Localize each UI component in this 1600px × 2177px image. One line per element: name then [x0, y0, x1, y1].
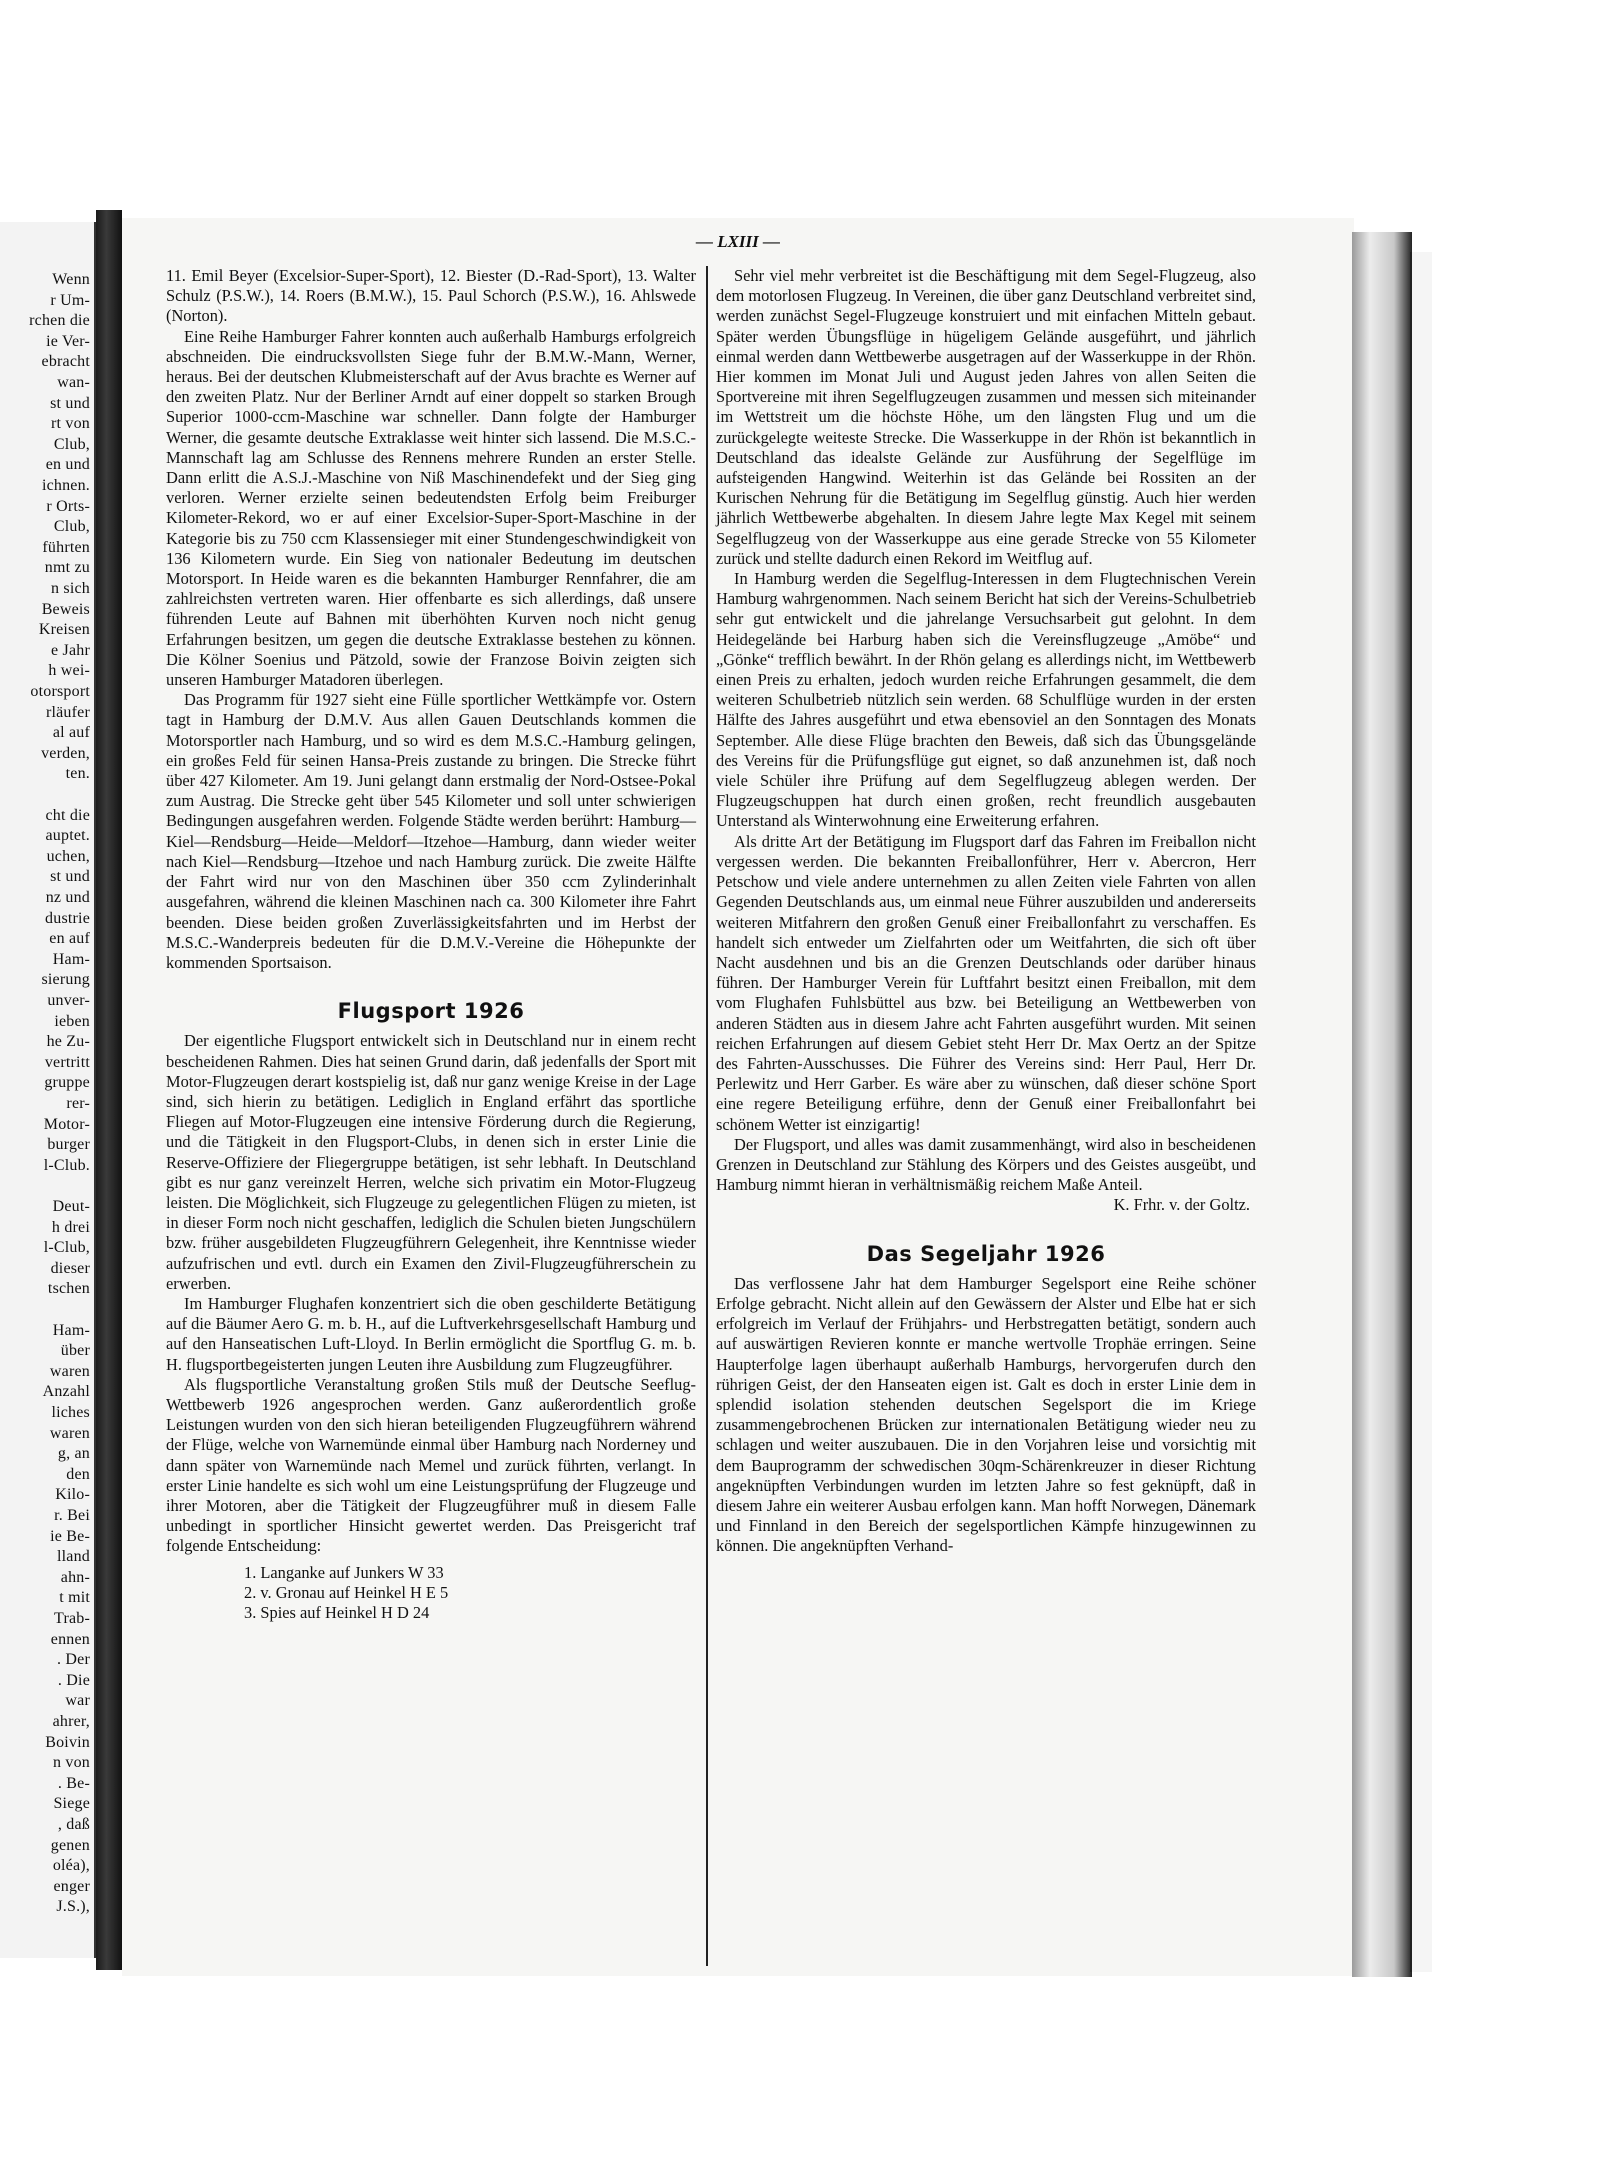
previous-page-line: . Die	[57, 1671, 90, 1689]
list-item: 1. Langanke auf Junkers W 33	[244, 1562, 444, 1582]
previous-page-line: n sich	[51, 580, 90, 597]
previous-page-line: Ham-	[52, 1321, 90, 1339]
previous-page-line: Club,	[53, 518, 90, 536]
previous-page-line: n von	[53, 1754, 90, 1772]
previous-page-line: st und	[50, 868, 90, 886]
previous-page-line: Motor-	[43, 1115, 90, 1133]
previous-page-line: den	[66, 1465, 90, 1483]
previous-page-line: Siege	[53, 1795, 90, 1813]
previous-page-line: Club,	[53, 435, 90, 453]
previous-page-line: war	[65, 1692, 90, 1710]
previous-page-line: r. Bei	[54, 1507, 90, 1524]
previous-page-line: cht die	[45, 806, 90, 824]
paragraph: Sehr viel mehr verbreitet ist die Beschäftigung mit dem Segel-Flugzeug, also dem motorlosen Flugzeug. In Vereinen, die über ganz Deutschland verbreitet sind, werden zunächst Segel-Flugzeuge konstruiert und mit einfachen Mitteln gebaut. Später werden Übungsflüge in hügeligem Gelände ausgeführt, und jährlich einmal werden dann Wettbewerbe ausgetragen auf der Wasserkuppe in der Rhön. Hier kommen im Monat Juli und August jeden Jahres von allen Seiten die Sportvereine mit ihren Segelflugzeugen zusammen und messen sich miteinander im Wettstreit um die höchste Höhe, um den längsten Flug und um die zurückgelegte weiteste Strecke. Die Wasserkuppe in der Rhön ist bekanntlich in Deutschland das idealste Gelände zur Ausführung der Segelflüge im aufsteigenden Hangwind. Weiterhin ist das Gelände bei Rossiten an der Kurischen Nehrung für die Betätigung im Segelflug günstig. Auch hier werden jährlich Wettbewerbe abgehalten. In diesem Jahre legte Max Kegel mit seinem Segelflugzeug von der Wasserkuppe aus eine gerade Strecke von 55 Kilometer zurück und stellte dadurch einen Rekord im Weitflug auf.	[716, 266, 1256, 568]
previous-page-line: rchen die	[29, 312, 90, 330]
previous-page-line: dustrie	[45, 909, 90, 927]
previous-page-line: g, an	[57, 1445, 90, 1463]
previous-page-line: lland	[57, 1548, 90, 1566]
previous-page-line: ieben	[54, 1012, 90, 1030]
paragraph: Das Programm für 1927 sieht eine Fülle sportlicher Wettkämpfe vor. Ostern tagt in Hamburg der D.M.V. Aus allen Gauen Deutschlands kommen die Motorsportler nach Hamburg, und so wird es dem M.S.C.-Hamburg gelingen, ein großes Feld für seinen Hansa-Preis zustande zu bringen. Die Strecke führt über 427 Kilometer. Am 19. Juni gelangt dann erstmalig der Nord-Ostsee-Pokal zum Austrag. Die Strecke geht über 545 Kilometer und soll unter schwierigen Bedingungen ausgefahren werden. Folgende Städte werden berührt: Hamburg—Kiel—Rendsburg—Heide—Meldorf—Itzehoe—Hamburg, dann wieder weiter nach Kiel—Rendsburg—Itzehoe und nach Hamburg zurück. Die zweite Hälfte der Fahrt wird nur von den Maschinen über 350 ccm Zylinderinhalt ausgefahren, während die kleinen Maschinen nach ca. 300 Kilometer ihre Fahrt beenden. Diese beiden großen Zuverlässigkeitsfahrten und im Herbst der M.S.C.-Wanderpreis bedeuten für die D.M.V.-Vereine die Höhepunkte der kommenden Sportsaison.	[166, 690, 696, 972]
paragraph: Im Hamburger Flughafen konzentriert sich die oben geschilderte Betätigung auf die Bäumer Aero G. m. b. H., auf die Luftverkehrsgesellschaft Hamburg und auf den Hanseatischen Luft-Lloyd. In Berlin ermöglicht die Sportflug G. m. b. H. flugsportbegeisterten jungen Leuten ihre Ausbildung zum Flugzeugführer.	[166, 1293, 696, 1374]
previous-page-line: wan-	[57, 374, 90, 391]
previous-page-line: Anzahl	[42, 1383, 90, 1401]
previous-page-line: Boivin	[45, 1733, 90, 1751]
section-heading-segeljahr: Das Segeljahr 1926	[866, 1241, 1106, 1266]
previous-page-line: t mit	[59, 1589, 90, 1607]
previous-page-line: oléa),	[52, 1857, 90, 1875]
section-heading-flugsport: Flugsport 1926	[337, 999, 525, 1024]
previous-page-line: nz und	[45, 889, 90, 906]
scan-bottom-margin	[0, 2038, 1600, 2177]
previous-page-line: h drei	[51, 1218, 90, 1236]
page-edge-shadow	[1352, 232, 1412, 1977]
previous-page-line: ten.	[65, 765, 90, 783]
previous-page-line: otorsport	[30, 683, 90, 700]
results-list	[244, 1563, 696, 1623]
previous-page-line: Kilo-	[55, 1486, 90, 1504]
previous-page-line: l-Club,	[43, 1239, 90, 1257]
previous-page-line: r Um-	[50, 291, 90, 309]
paragraph: Als dritte Art der Betätigung im Flugsport darf das Fahren im Freiballon nicht vergessen werden. Die bekannten Freiballonführer, Herr v. Abercron, Herr Petschow und viele andere unternehmen zu allen Zeiten viele Fahrten von allen Gegenden Deutschlands aus, um einmal neue Führer auszubilden und andererseits weiteren Mitfahrern den großen Genuß einer Freiballonfahrt zu verschaffen. Es handelt sich entweder um Zielfahrten oder um Weitfahrten, die sich oft über Nacht ausdehnen und bis an die Grenzen Deutschlands oder darüber hinaus führen. Der Hamburger Verein für Luftfahrt besitzt einen Freiballon, mit dem vom Flughafen Fuhlsbüttel aus bzw. bei Beteiligung an Wettbewerben von anderen Städten aus in diesem Jahre acht Fahrten ausgeführt wurden. Mit seinen reichen Erfahrungen auf diesem Gebiet steht Herr Dr. Max Oertz an der Spitze des Fahrten-Ausschusses. Die Führer des Vereins sind: Herr Paul, Herr Dr. Perlewitz und Herr Garber. Es wäre aber zu wünschen, daß dieser schöne Sport eine regere Beteiligung erführe, denn der Genuß einer Freiballonfahrt bei schönem Wetter ist einzigartig!	[716, 831, 1256, 1134]
previous-page-line: al auf	[52, 724, 90, 742]
previous-page-line: e Jahr	[51, 641, 90, 659]
previous-page-line: ie Ver-	[46, 332, 90, 350]
previous-page-line: tschen	[47, 1280, 90, 1298]
previous-page-line: liches	[51, 1404, 90, 1421]
paragraph: 11. Emil Beyer (Excelsior-Super-Sport), 12. Biester (D.-Rad-Sport), 13. Walter Schulz (P.S.W.), 14. Roers (B.M.W.), 15. Paul Schorch (P.S.W.), 16. Ahlswede (Norton).	[166, 266, 696, 326]
page-number: — LXIII —	[695, 232, 781, 251]
previous-page-line: rt von	[51, 415, 90, 433]
paragraph: Der eigentliche Flugsport entwickelt sich in Deutschland nur in einem recht bescheidenen Rahmen. Dies hat seinen Grund darin, daß jedenfalls der Sport mit Motor-Flugzeugen derart kostspielig ist, daß nur ganz wenige Kreise in der Lage sind, sich hierin zu betätigen. Lediglich in England erfährt das sportliche Fliegen auf Motor-Flugzeugen eine intensive Förderung durch die Regierung, und die Tätigkeit in den Flugsport-Clubs, in denen sich in erster Linie die Reserve-Offiziere der Fliegergruppe betätigen, ist sehr lebhaft. In Deutschland gibt es nur ganz vereinzelt Herren, welche sich privatim ein Motor-Flugzeug leisten. Die Möglichkeit, sich Flugzeuge zu gelegentlichen Flügen zu mieten, ist in dieser Form noch nicht geschaffen, lediglich die Schulen bieten Jungschülern bzw. früher ausgebildeten Flugzeugführern Gelegenheit, ihre Kenntnisse wieder aufzufrischen und evtl. durch ein Examen den Zivil-Flugzeugführerschein zu erwerben.	[166, 1031, 696, 1293]
document-page	[122, 218, 1354, 1976]
book-gutter	[96, 210, 122, 1970]
previous-page-line: rläufer	[45, 703, 90, 721]
author-signature: K. Frhr. v. der Goltz.	[1113, 1195, 1250, 1215]
page-stack-edge	[1410, 252, 1432, 1972]
previous-page-line: unver-	[47, 992, 90, 1009]
previous-page-line: , daß	[57, 1816, 90, 1833]
previous-page-line: r Orts-	[46, 497, 90, 515]
previous-page-line: en und	[45, 456, 90, 474]
previous-page-line: ichnen.	[41, 477, 90, 494]
right-column	[716, 266, 1256, 1557]
list-item: 3. Spies auf Heinkel H D 24	[244, 1602, 430, 1622]
paragraph: Das verflossene Jahr hat dem Hamburger Segelsport eine Reihe schöner Erfolge gebracht. Nicht allein auf den Gewässern der Alster und Elbe hat er sich erfolgreich im Verlauf der Frühjahrs- und Herbstregatten betätigt, sondern auch auf auswärtigen Revieren konnte er manche wertvolle Trophäe erringen. Seine Haupterfolge lagen überhaupt außerhalb Hamburgs, hervorgerufen durch den rührigen Geist, der den Hanseaten eigen ist. Galt es doch in erster Linie dem in splendid isolation stehenden deutschen Segelsport die im Kriege zusammengebrochenen Brücken zur internationalen Betätigung wieder neu zu schlagen und weiter auszubauen. Die in den Vorjahren leise und vorsichtig mit dem Bauprogramm der schwedischen 30qm-Schärenkreuzer in dieser Richtung angeknüpften Verbindungen wurden im letzten Jahre so fest geknüpft, daß in diesem Jahre ein weiterer Ausbau erfolgen kann. Man hofft Norwegen, Dänemark und Finnland in den Bereich der segelsportlichen Kämpfe hinzugewinnen zu können. Die angeknüpften Verhand-	[716, 1273, 1256, 1556]
previous-page-line: l-Club.	[43, 1156, 90, 1174]
previous-page-line: ahn-	[60, 1568, 90, 1586]
previous-page-line: genen	[50, 1836, 90, 1854]
previous-page-line: ie Be-	[50, 1527, 90, 1545]
previous-page-line: Wenn	[52, 271, 90, 288]
previous-page-line: h wei-	[48, 662, 90, 680]
previous-page-line: gruppe	[44, 1074, 90, 1092]
previous-page-line: dieser	[50, 1259, 90, 1277]
previous-page-line: ennen	[50, 1630, 90, 1648]
paragraph: In Hamburg werden die Segelflug-Interessen in dem Flugtechnischen Verein Hamburg wahrgenommen. Nach seinem Bericht hat sich der Vereins-Schulbetrieb sehr gut entwickelt und die jahrelange Versuchsarbeit gut gelohnt. In dem Heidegelände bei Harburg haben sich die Vereinsflugzeuge „Amöbe“ und „Gönke“ trefflich bewährt. In der Rhön gelang es allerdings nicht, im Wettbewerb einen Preis zu erhalten, jedoch wurden reiche Erfahrungen gesammelt, die dem weiteren Schulbetrieb nützlich sein werden. 68 Schulflüge wurden in der ersten Hälfte des Jahres ausgeführt und etwa ebensoviel an den Sonntagen des Monats September. Alle diese Flüge brachten den Beweis, daß sich das Übungsgelände des Vereins für die Prüfungsflüge gut eignet, so daß anzunehmen ist, daß noch viele Schüler ihre Prüfung auf dem Segelflugzeug ablegen werden. Der Flugzeugschuppen hat durch einen großen, recht freundlich ausgebauten Unterstand als Winterwohnung eine Erweiterung erfahren.	[716, 569, 1256, 831]
previous-page-line: uchen,	[46, 847, 90, 865]
previous-page-line: Ham-	[52, 950, 90, 968]
previous-page-line: führten	[42, 538, 90, 556]
previous-page-line: waren	[49, 1362, 90, 1380]
paragraph: Als flugsportliche Veranstaltung großen Stils muß der Deutsche Seeflug-Wettbewerb 1926 angesprochen werden. Ganz außerordentlich große Leistungen wurden von den sich hieran beteiligenden Flugzeugführern während der Flüge, welche von Warnemünde einmal über Hamburg nach Norderney und dann später von Warnemünde nach Memel und zurück führten, verlangt. In erster Linie handelte es sich wohl um eine Leistungsprüfung der Flugzeuge und ihrer Motoren, aber die Tätigkeit der Flugzeugführer muß in diesem Falle unbedingt in sportlicher Hinsicht gewertet werden. Das Preisgericht traf folgende Entscheidung:	[166, 1374, 696, 1556]
previous-page-line: waren	[49, 1424, 90, 1442]
previous-page-line: enger	[53, 1877, 90, 1895]
scan-top-margin	[0, 0, 1600, 48]
previous-page-line: auptet.	[45, 827, 90, 845]
previous-page-line: J.S.),	[56, 1898, 90, 1916]
previous-page-line: vertritt	[44, 1053, 90, 1071]
list-item: 2. v. Gronau auf Heinkel H E 5	[244, 1582, 449, 1602]
previous-page-line: rer-	[66, 1095, 90, 1112]
previous-page-line: he Zu-	[46, 1033, 90, 1051]
left-column	[166, 266, 696, 1623]
previous-page-line: Beweis	[41, 600, 90, 618]
previous-page-line: verden,	[41, 744, 90, 762]
previous-page-line: Deut-	[52, 1198, 90, 1215]
previous-page-line: Kreisen	[38, 621, 90, 639]
previous-page-line: burger	[47, 1136, 90, 1154]
paragraph: Eine Reihe Hamburger Fahrer konnten auch außerhalb Hamburgs erfolgreich abschneiden. Die eindrucksvollsten Siege fuhr der B.M.W.-Mann, Werner, heraus. Bei der deutschen Klubmeisterschaft auf der Avus brachte es Werner auf den zweiten Platz. Nur der Berliner Arndt auf einer doppelt so starken Brough Superior 1000-ccm-Maschine war schneller. Dann folgte der Hamburger Werner, die gesamte deutsche Extraklasse weit hinter sich lassend. Die M.S.C.-Mannschaft lag am Schlusse des Rennens mehrere Runden an erster Stelle. Dann erlitt die A.S.J.-Maschine von Niß Maschinendefekt und der Sieg ging verloren. Werner erzielte seinen bedeutendsten Erfolg beim Freiburger Kilometer-Rekord, wo er auf einer Excelsior-Super-Sport-Maschine in der Kategorie bis zu 750 ccm Klassensieger mit einer Stundengeschwindigkeit von 136 Kilometern wurde. Ein Sieg von nationaler Bedeutung im deutschen Motorsport. In Heide waren es die bekannten Hamburger Rennfahrer, die am zahlreichsten vertreten waren. Hier offenbarte es sich allerdings, daß unsere führenden Leute auf Bahnen mit überhöhten Kurven noch nicht genug Erfahrungen besitzen, um gegen die deutsche Extraklasse bestehen zu können. Die Kölner Soenius und Pätzold, sowie der Franzose Boivin zeigten sich unseren Hamburger Matadoren überlegen.	[166, 326, 696, 690]
previous-page-line: nmt zu	[44, 559, 90, 577]
previous-page-line: ebracht	[41, 353, 90, 371]
previous-page-line: en auf	[49, 930, 90, 948]
column-divider	[706, 266, 708, 1966]
previous-page-line: ahrer,	[52, 1713, 90, 1730]
previous-page-line: st und	[50, 394, 90, 412]
paragraph: Der Flugsport, und alles was damit zusammenhängt, wird also in bescheidenen Grenzen in Deutschland zur Stählung des Körpers und des Geistes ausgeübt, und Hamburg nimmt hieran in verhältnismäßig reichem Maße Anteil.	[716, 1134, 1256, 1195]
previous-page-line: sierung	[41, 971, 90, 989]
previous-page-line: über	[60, 1342, 90, 1360]
previous-page-line: Trab-	[54, 1610, 90, 1627]
previous-page-fragment	[0, 222, 96, 1958]
previous-page-line: . Be-	[57, 1774, 90, 1792]
previous-page-line: . Der	[57, 1651, 90, 1669]
